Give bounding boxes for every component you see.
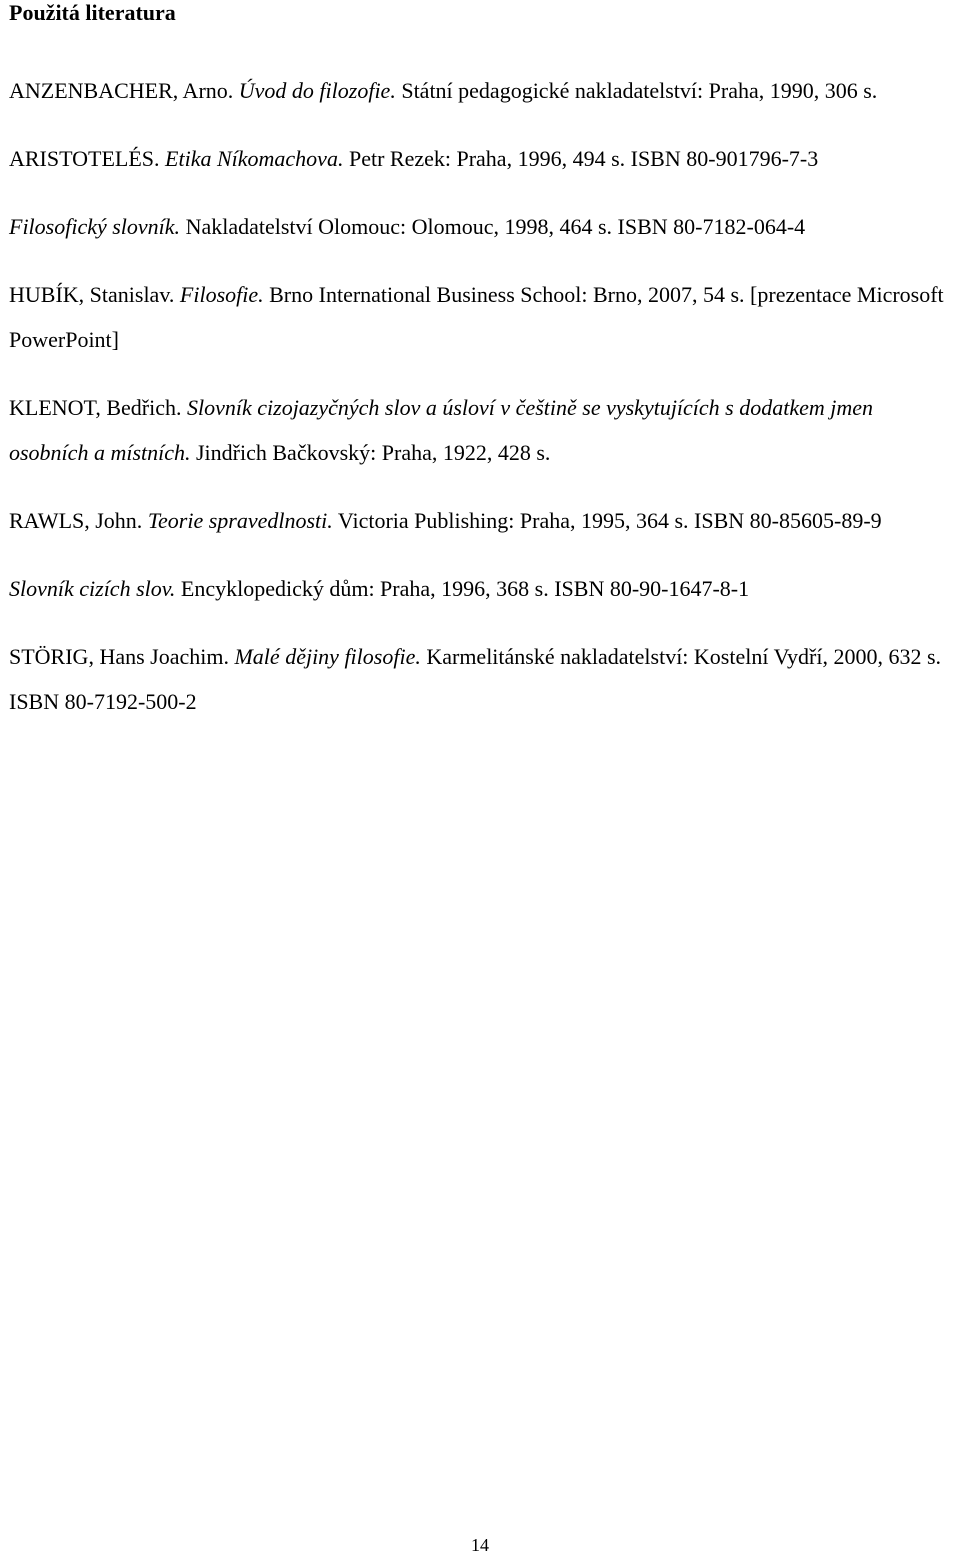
reference-details: Karmelitánské nakladatelství: Kostelní Vydří, 2000, 632 s. ISBN 80-7192-500-2 <box>9 644 942 714</box>
reference-item <box>9 385 954 475</box>
page-heading: Použitá literatura <box>9 0 176 25</box>
reference-author: KLENOT, Bedřich. <box>9 395 187 420</box>
reference-details: Jindřich Bačkovský: Praha, 1922, 428 s. <box>190 440 551 465</box>
reference-title: Malé dějiny filosofie. <box>234 644 421 669</box>
reference-title: Úvod do filozofie. <box>238 78 396 103</box>
reference-item <box>9 566 954 611</box>
reference-author: ARISTOTELÉS. <box>9 146 166 171</box>
reference-item <box>9 498 954 543</box>
reference-details: Nakladatelství Olomouc: Olomouc, 1998, 464 s. ISBN 80-7182-064-4 <box>180 214 806 239</box>
page-number: 14 <box>471 1535 489 1555</box>
reference-author: STÖRIG, Hans Joachim. <box>9 644 235 669</box>
reference-title: Slovník cizojazyčných slov a úsloví v češtině se vyskytujících s dodatkem jmen osobních a místních. <box>9 395 874 465</box>
reference-details: Státní pedagogické nakladatelství: Praha, 1990, 306 s. <box>395 78 878 103</box>
reference-details: Encyklopedický dům: Praha, 1996, 368 s. ISBN 80-90-1647-8-1 <box>175 576 750 601</box>
reference-author: ANZENBACHER, Arno. <box>9 78 239 103</box>
reference-title: Slovník cizích slov. <box>9 576 176 601</box>
reference-author: RAWLS, John. <box>9 508 148 533</box>
reference-details: Victoria Publishing: Praha, 1995, 364 s. ISBN 80-85605-89-9 <box>332 508 882 533</box>
reference-item <box>9 136 954 181</box>
reference-list <box>9 68 954 747</box>
reference-item <box>9 634 954 724</box>
reference-title: Filosofický slovník. <box>9 214 181 239</box>
reference-item <box>9 68 954 113</box>
reference-details: Petr Rezek: Praha, 1996, 494 s. ISBN 80-901796-7-3 <box>343 146 819 171</box>
reference-title: Etika Níkomachova. <box>165 146 344 171</box>
reference-title: Teorie spravedlnosti. <box>147 508 333 533</box>
reference-item <box>9 204 954 249</box>
reference-item <box>9 272 954 362</box>
reference-title: Filosofie. <box>179 282 264 307</box>
reference-details: Brno International Business School: Brno, 2007, 54 s. [prezentace Microsoft PowerPoint] <box>9 282 944 352</box>
reference-author: HUBÍK, Stanislav. <box>9 282 180 307</box>
